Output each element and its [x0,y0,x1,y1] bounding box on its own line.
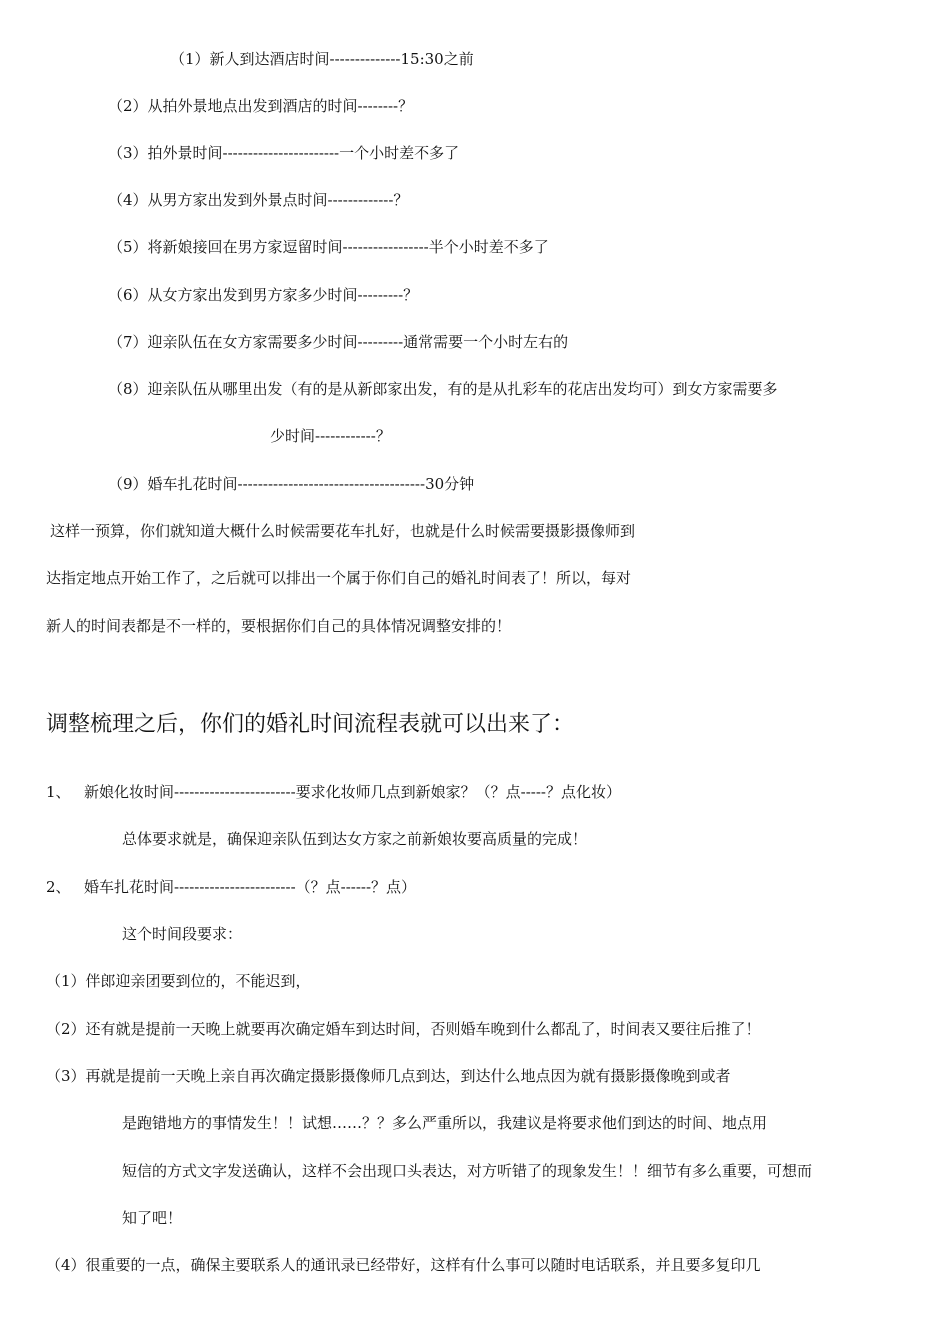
item-2-number: 2、 [46,878,71,896]
timeline-item-8: （8）迎亲队伍从哪里出发（有的是从新郎家出发，有的是从扎彩车的花店出发均可）到女方家需要多 [108,380,778,398]
item-1-note: 总体要求就是，确保迎亲队伍到达女方家之前新娘妆要高质量的完成！ [122,830,588,848]
timeline-item-1: （1）新人到达酒店时间--------------15:30之前 [170,50,474,68]
requirement-3-continued-3: 知了吧！ [122,1209,183,1227]
timeline-item-9: （9）婚车扎花时间-------------------------------------30分钟 [108,475,475,493]
timeline-item-2: （2）从拍外景地点出发到酒店的时间--------？ [108,97,414,115]
item-1-text: 新娘化妆时间------------------------要求化妆师几点到新娘家？（？点-----？点化妆） [84,783,621,801]
requirement-3-continued-1: 是跑错地方的事情发生！！试想……？？多么严重所以，我建议是将要求他们到达的时间、地点用 [122,1114,768,1132]
timeline-item-3: （3）拍外景时间-----------------------一个小时差不多了 [108,144,460,162]
requirement-4: （4）很重要的一点，确保主要联系人的通讯录已经带好，这样有什么事可以随时电话联系，并且要多复印几 [46,1256,761,1274]
requirement-3-continued-2: 短信的方式文字发送确认，这样不会出现口头表达，对方听错了的现象发生！！细节有多么重要，可想而 [122,1162,813,1180]
timeline-item-5: （5）将新娘接回在男方家逗留时间-----------------半个小时差不多了 [108,238,549,256]
timeline-item-7: （7）迎亲队伍在女方家需要多少时间---------通常需要一个小时左右的 [108,333,569,351]
item-1-number: 1、 [46,783,71,801]
summary-line-3: 新人的时间表都是不一样的，要根据你们自己的具体情况调整安排的！ [46,617,512,635]
item-2-text: 婚车扎花时间------------------------（？点------？点） [84,878,417,896]
summary-line-2: 达指定地点开始工作了，之后就可以排出一个属于你们自己的婚礼时间表了！所以，每对 [46,569,632,587]
timeline-item-4: （4）从男方家出发到外景点时间-------------？ [108,191,409,209]
timeline-item-6: （6）从女方家出发到男方家多少时间---------？ [108,286,419,304]
item-2-note: 这个时间段要求： [122,925,243,943]
summary-line-1: 这样一预算，你们就知道大概什么时候需要花车扎好，也就是什么时候需要摄影摄像师到 [50,522,636,540]
section-heading: 调整梳理之后，你们的婚礼时间流程表就可以出来了： [46,712,575,737]
requirement-3: （3）再就是提前一天晚上亲自再次确定摄影摄像师几点到达，到达什么地点因为就有摄影摄像晚到或者 [46,1067,731,1085]
timeline-item-8-continued: 少时间------------？ [270,427,391,445]
requirement-1: （1）伴郎迎亲团要到位的，不能迟到， [46,972,311,990]
requirement-2: （2）还有就是提前一天晚上就要再次确定婚车到达时间，否则婚车晚到什么都乱了，时间表又要往后推了！ [46,1020,761,1038]
